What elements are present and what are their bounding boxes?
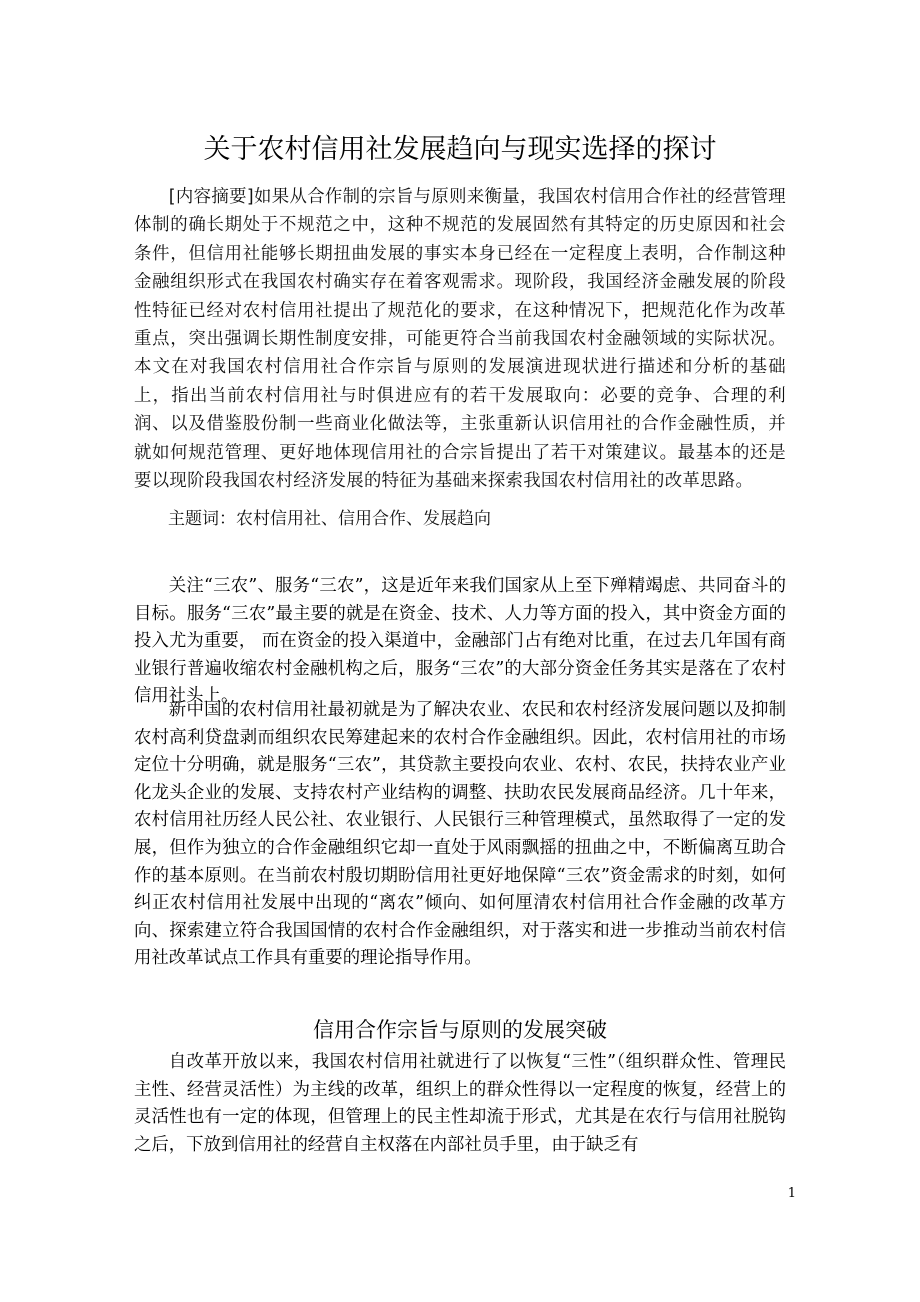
section-heading: 信用合作宗旨与原则的发展突破	[313, 1018, 607, 1042]
body-paragraph: 关注“三农”、服务“三农”，这是近年来我们国家从上至下殚精竭虑、共同奋斗的目标。服务“三农”最主要的就是在资金、技术、人力等方面的投入，其中资金方面的投入尤为重要， 而在资金的投入渠道中，金融部门占有绝对比重，在过去几年国有商业银行普遍收缩农村金融机构之后，服务“三农”的大部分资金任务其实是落在了农村信用社头上。	[134, 576, 786, 707]
abstract-paragraph: [内容摘要]如果从合作制的宗旨与原则来衡量，我国农村信用合作社的经营管理体制的确长期处于不规范之中，这种不规范的发展固然有其特定的历史原因和社会条件，但信用社能够长期扭曲发展的事实本身已经在一定程度上表明，合作制这种金融组织形式在我国农村确实存在着客观需求。现阶段，我国经济金融发展的阶段性特征已经对农村信用社提出了规范化的要求，在这种情况下，把规范化作为改革重点，突出强调长期性制度安排，可能更符合当前我国农村金融领域的实际状况。本文在对我国农村信用社合作宗旨与原则的发展演进现状进行描述和分析的基础上，指出当前农村信用社与时俱进应有的若干发展取向：必要的竞争、合理的利润、以及借鉴股份制一些商业化做法等，主张重新认识信用社的合作金融性质，并就如何规范管理、更好地体现信用社的合宗旨提出了若干对策建议。最基本的还是要以现阶段我国农村经济发展的特征为基础来探索我国农村信用社的改革思路。	[134, 187, 786, 492]
body-paragraph: 新中国的农村信用社最初就是为了解决农业、农民和农村经济发展问题以及抑制农村高利贷盘剥而组织农民筹建起来的农村合作金融组织。因此，农村信用社的市场定位十分明确，就是服务“三农”，其贷款主要投向农业、农村、农民，扶持农业产业化龙头企业的发展、支持农村产业结构的调整、扶助农民发展商品经济。几十年来，农村信用社历经人民公社、农业银行、人民银行三种管理模式，虽然取得了一定的发展，但作为独立的合作金融组织它却一直处于风雨飘摇的扭曲之中，不断偏离互助合作的基本原则。在当前农村殷切期盼信用社更好地保障“三农”资金需求的时刻，如何纠正农村信用社发展中出现的“离农”倾向、如何厘清农村信用社合作金融的改革方向、探索建立符合我国国情的农村合作金融组织，对于落实和进一步推动当前农村信用社改革试点工作具有重要的理论指导作用。	[134, 700, 786, 969]
page-number: 1	[787, 1186, 796, 1201]
section-paragraph: 自改革开放以来，我国农村信用社就进行了以恢复“三性”（组织群众性、管理民主性、经营灵活性）为主线的改革，组织上的群众性得以一定程度的恢复，经营上的灵活性也有一定的体现，但管理上的民主性却流于形式，尤其是在农行与信用社脱钩之后，下放到信用社的经营自主权落在内部社员手里，由于缺乏有	[134, 1052, 786, 1155]
document-title: 关于农村信用社发展趋向与现实选择的探讨	[203, 134, 717, 165]
keywords-line: 主题词：农村信用社、信用合作、发展趋向	[168, 509, 491, 529]
